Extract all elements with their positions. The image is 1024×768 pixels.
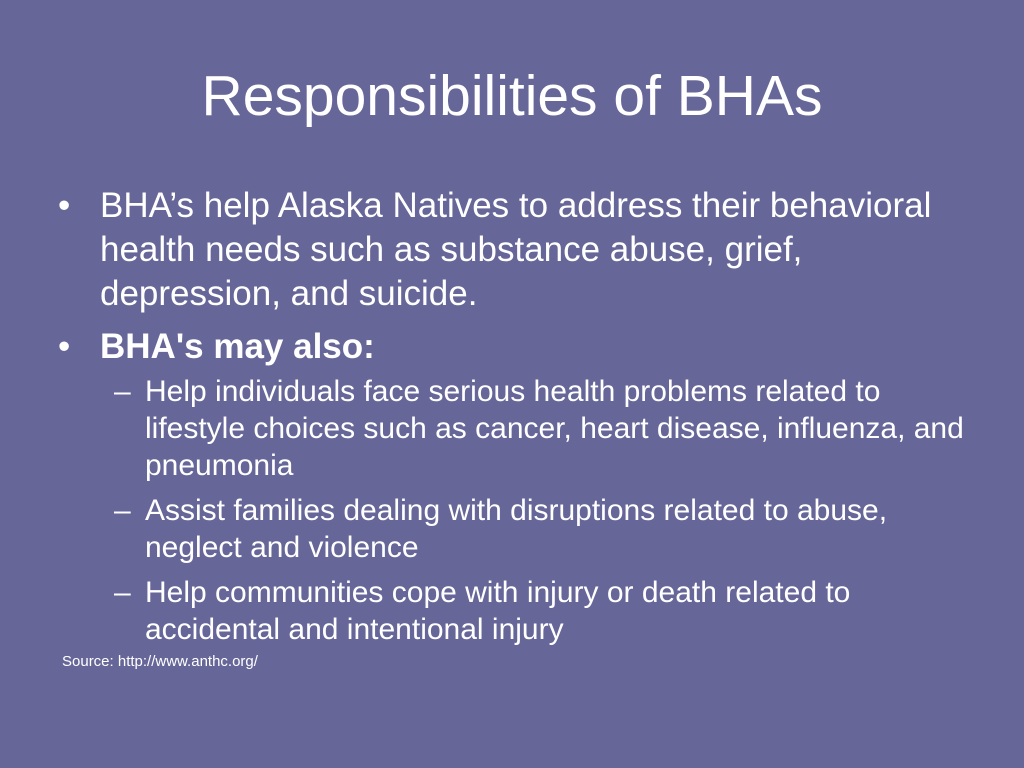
sub-bullet-marker: – (114, 375, 131, 408)
sub-bullet-item (114, 373, 984, 484)
sub-bullet-text: Help individuals face serious health problems related to lifestyle choices such as cancer, heart disease, influenza, and pneumonia (145, 375, 964, 482)
sub-bullet-item (114, 574, 984, 648)
bullet-marker: • (58, 186, 71, 225)
sub-bullet-marker: – (114, 576, 131, 609)
sub-bullet-text: Help communities cope with injury or death related to accidental and intentional injury (145, 576, 851, 646)
sub-bullet-item (114, 492, 984, 566)
source-citation: Source: http://www.anthc.org/ (62, 653, 258, 670)
bullet-marker: • (58, 327, 71, 366)
bullet-text: BHA’s help Alaska Natives to address their behavioral health needs such as substance abuse, grief, depression, and suicide. (100, 186, 932, 313)
slide-title: Responsibilities of BHAs (201, 64, 823, 128)
bullet-item (58, 325, 988, 369)
sub-bullet-marker: – (114, 494, 131, 527)
sub-bullet-text: Assist families dealing with disruptions related to abuse, neglect and violence (145, 494, 888, 564)
bullet-text: BHA's may also: (100, 327, 375, 366)
bullet-item (58, 184, 988, 316)
